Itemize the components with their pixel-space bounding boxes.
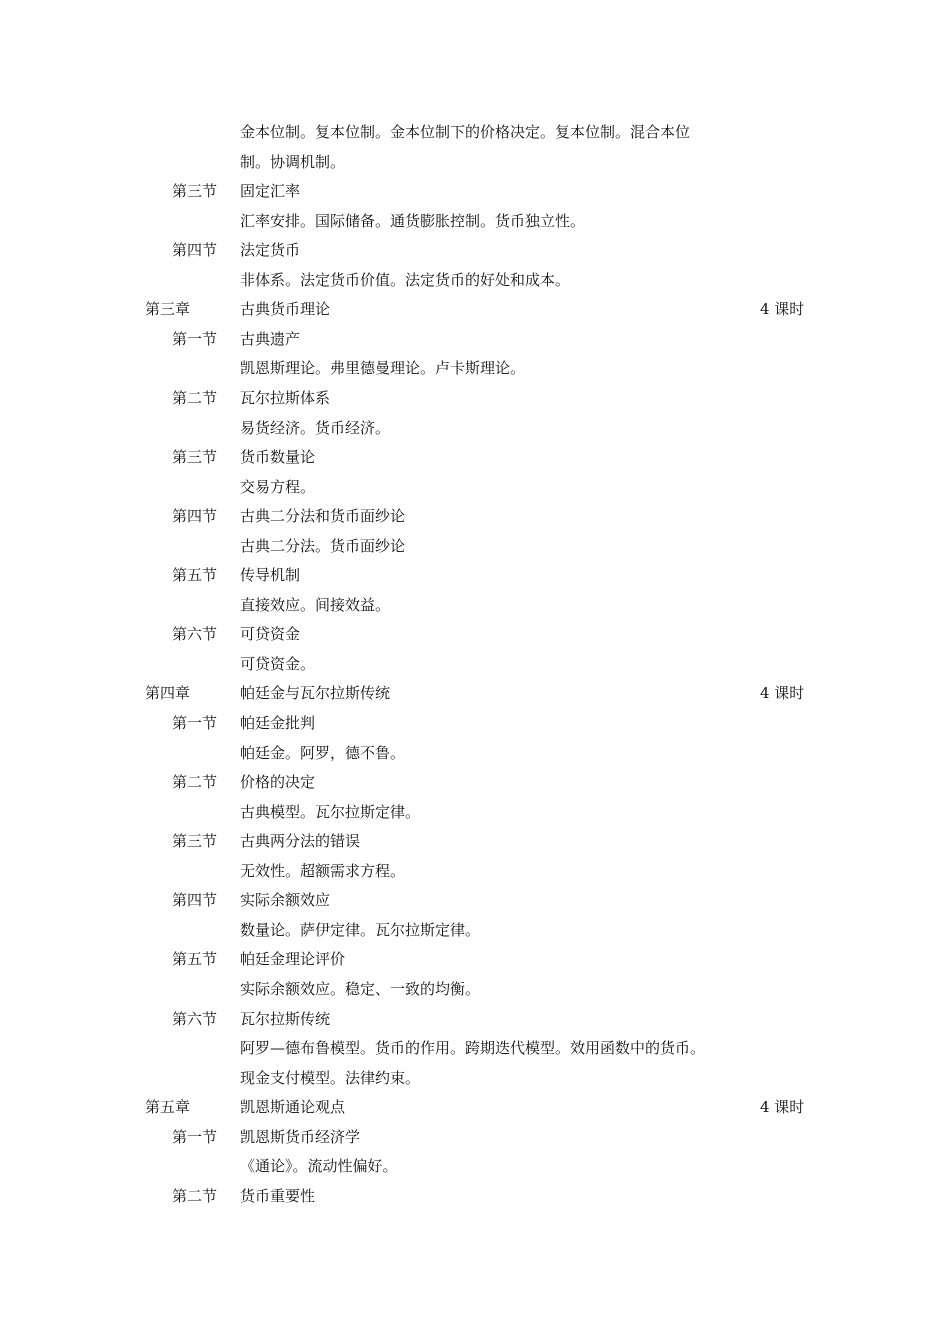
content-text: 阿罗—德布鲁模型。货币的作用。跨期迭代模型。效用函数中的货币。 xyxy=(240,1039,706,1058)
chapter-hours: 4 课时 xyxy=(760,300,805,319)
content-text: 古典模型。瓦尔拉斯定律。 xyxy=(240,802,421,821)
section-title: 传导机制 xyxy=(240,566,301,585)
section-label: 第四节 xyxy=(172,507,218,526)
section-heading xyxy=(0,236,950,266)
section-title: 凯恩斯货币经济学 xyxy=(240,1127,361,1146)
section-label: 第二节 xyxy=(172,388,218,407)
section-heading xyxy=(0,1005,950,1035)
section-heading xyxy=(0,620,950,650)
section-label: 第二节 xyxy=(172,1186,218,1205)
section-content xyxy=(0,975,950,1005)
section-title: 实际余额效应 xyxy=(240,891,331,910)
section-heading xyxy=(0,768,950,798)
section-title: 法定货币 xyxy=(240,241,301,260)
section-title: 古典遗产 xyxy=(240,329,301,348)
section-label: 第六节 xyxy=(172,1009,218,1028)
section-heading xyxy=(0,443,950,473)
section-content xyxy=(0,207,950,237)
section-title: 帕廷金理论评价 xyxy=(240,950,346,969)
content-text: 非体系。法定货币价值。法定货币的好处和成本。 xyxy=(240,270,571,289)
section-label: 第五节 xyxy=(172,950,218,969)
section-heading xyxy=(0,561,950,591)
section-label: 第三节 xyxy=(172,448,218,467)
section-title: 固定汇率 xyxy=(240,182,301,201)
section-content xyxy=(0,650,950,680)
section-label: 第六节 xyxy=(172,625,218,644)
section-content xyxy=(0,591,950,621)
section-label: 第三节 xyxy=(172,832,218,851)
content-text: 数量论。萨伊定律。瓦尔拉斯定律。 xyxy=(240,920,481,939)
section-heading xyxy=(0,1182,950,1212)
chapter-title: 帕廷金与瓦尔拉斯传统 xyxy=(240,684,391,703)
section-content xyxy=(0,354,950,384)
content-text: 实际余额效应。稳定、一致的均衡。 xyxy=(240,979,481,998)
section-title: 货币重要性 xyxy=(240,1186,316,1205)
content-text: 凯恩斯理论。弗里德曼理论。卢卡斯理论。 xyxy=(240,359,526,378)
section-content xyxy=(0,266,950,296)
chapter-heading xyxy=(0,679,950,709)
content-text: 金本位制。复本位制。金本位制下的价格决定。复本位制。混合本位 xyxy=(240,123,691,141)
section-content xyxy=(0,148,950,178)
content-text: 古典二分法。货币面纱论 xyxy=(240,536,406,555)
section-heading xyxy=(0,502,950,532)
section-content xyxy=(0,473,950,503)
section-content xyxy=(0,1064,950,1094)
chapter-label: 第五章 xyxy=(145,1098,191,1117)
section-title: 价格的决定 xyxy=(240,773,316,792)
content-text: 现金支付模型。法律约束。 xyxy=(240,1068,421,1087)
content-text: 直接效应。间接效益。 xyxy=(240,595,391,614)
section-title: 瓦尔拉斯传统 xyxy=(240,1009,331,1028)
section-content xyxy=(0,798,950,828)
content-text: 易货经济。货币经济。 xyxy=(240,418,391,437)
content-text: 制。协调机制。 xyxy=(240,152,346,171)
section-label: 第四节 xyxy=(172,241,218,260)
section-label: 第三节 xyxy=(172,182,218,201)
section-content xyxy=(0,532,950,562)
chapter-label: 第四章 xyxy=(145,684,191,703)
content-text: 帕廷金。阿罗，德不鲁。 xyxy=(240,743,406,762)
section-heading xyxy=(0,177,950,207)
section-content xyxy=(0,1152,950,1182)
section-label: 第二节 xyxy=(172,773,218,792)
content-text: 汇率安排。国际储备。通货膨胀控制。货币独立性。 xyxy=(240,211,586,230)
section-title: 瓦尔拉斯体系 xyxy=(240,388,331,407)
section-content xyxy=(0,739,950,769)
section-content xyxy=(0,118,950,148)
section-heading xyxy=(0,709,950,739)
section-label: 第一节 xyxy=(172,329,218,348)
content-text: 《通论》。流动性偏好。 xyxy=(240,1157,398,1176)
content-text: 无效性。超额需求方程。 xyxy=(240,861,406,880)
section-title: 古典二分法和货币面纱论 xyxy=(240,507,406,526)
section-label: 第一节 xyxy=(172,714,218,732)
chapter-title: 古典货币理论 xyxy=(240,300,331,319)
chapter-label: 第三章 xyxy=(145,300,191,319)
section-label: 第一节 xyxy=(172,1127,218,1146)
chapter-title: 凯恩斯通论观点 xyxy=(240,1098,346,1117)
section-content xyxy=(0,1034,950,1064)
section-label: 第五节 xyxy=(172,566,218,585)
section-title: 货币数量论 xyxy=(240,448,316,467)
section-label: 第四节 xyxy=(172,891,218,910)
section-content xyxy=(0,414,950,444)
content-text: 可贷资金。 xyxy=(240,654,316,673)
section-content xyxy=(0,857,950,887)
section-content xyxy=(0,916,950,946)
section-title: 古典两分法的错误 xyxy=(240,832,361,851)
section-title: 可贷资金 xyxy=(240,625,301,644)
section-title: 帕廷金批判 xyxy=(240,714,316,732)
section-heading xyxy=(0,325,950,355)
section-heading xyxy=(0,886,950,916)
section-heading xyxy=(0,1123,950,1153)
chapter-heading xyxy=(0,1093,950,1123)
section-heading xyxy=(0,384,950,414)
section-heading xyxy=(0,945,950,975)
chapter-heading xyxy=(0,295,950,325)
chapter-hours: 4 课时 xyxy=(760,684,805,703)
section-heading xyxy=(0,827,950,857)
chapter-hours: 4 课时 xyxy=(760,1098,805,1117)
content-text: 交易方程。 xyxy=(240,477,316,496)
